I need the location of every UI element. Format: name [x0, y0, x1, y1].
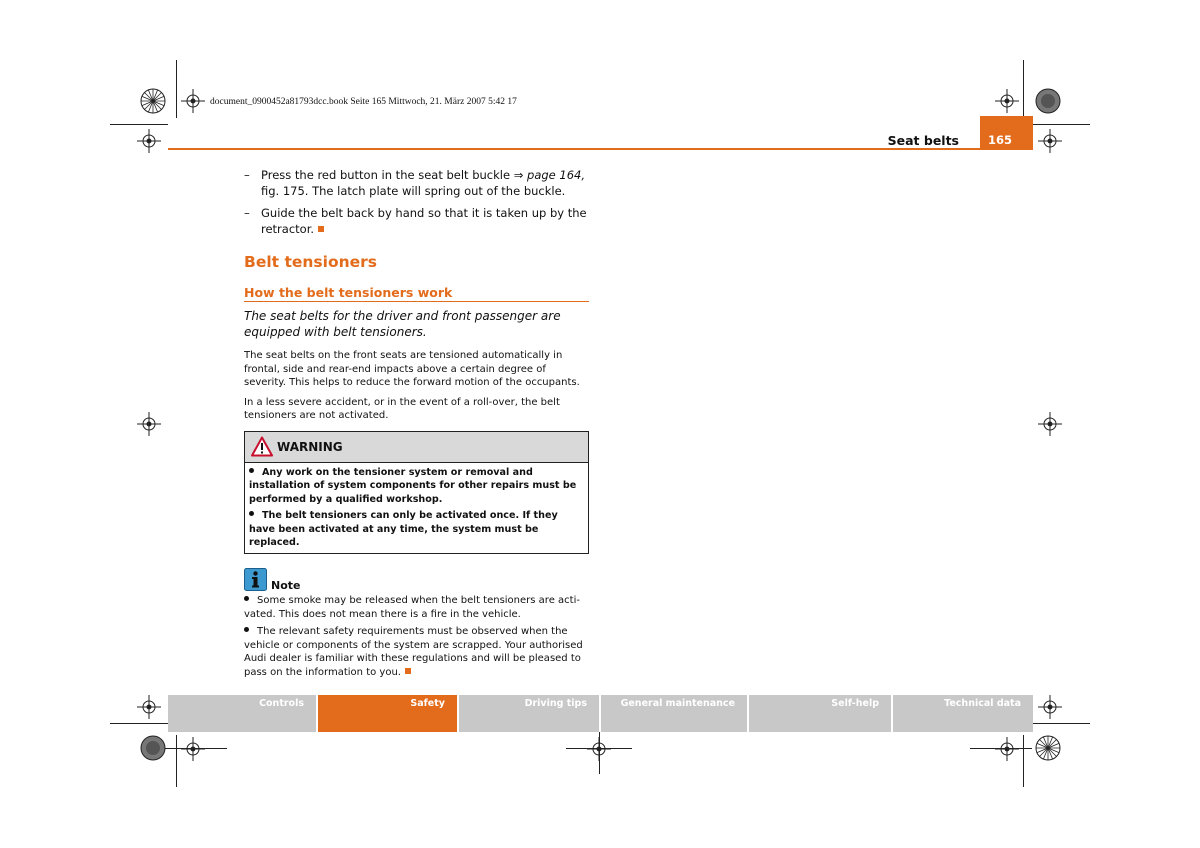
- note-body: [244, 594, 589, 680]
- tab-technical-data[interactable]: Technical data: [893, 695, 1033, 732]
- starburst-mark-bottom-right: [1035, 735, 1061, 761]
- warning-header: [245, 432, 588, 463]
- bullet-icon: [249, 468, 254, 473]
- step-text: Guide the belt back by hand so that it is taken up by the retractor.: [261, 206, 587, 236]
- warning-item-text: The belt tensioners can only be activated once. If they have been activated at any time, the system must be replaced.: [249, 510, 558, 549]
- dash-marker: –: [244, 206, 250, 220]
- print-header: document_0900452a81793dcc.book Seite 165 Mittwoch, 21. März 2007 5:42 17: [210, 97, 517, 107]
- gray-dot-mark-top-right: [1035, 88, 1061, 114]
- end-of-section-icon: [405, 668, 411, 674]
- tab-driving-tips[interactable]: Driving tips: [459, 695, 599, 732]
- registration-mark: [181, 737, 205, 761]
- body-paragraph: In a less severe accident, or in the event of a roll-over, the belt tensioners are not activated.: [244, 396, 560, 422]
- section-heading: Belt tensioners: [244, 253, 378, 271]
- warning-item-text: Any work on the tensioner system or removal and installation of system components for other repairs must be performed by a qualified workshop.: [249, 466, 577, 505]
- footer-nav: [168, 695, 1033, 732]
- info-icon: [244, 568, 267, 591]
- registration-mark: [995, 737, 1019, 761]
- section-title: Seat belts: [887, 133, 959, 148]
- subsection-heading: How the belt tensioners work: [244, 285, 589, 303]
- note-item-text: Some smoke may be released when the belt tensioners are acti-vated. This does not mean there is a fire in the vehicle.: [244, 594, 580, 620]
- note-title: Note: [271, 578, 301, 592]
- step-text: fig. 175. The latch plate will spring out of the buckle.: [261, 183, 566, 198]
- page-number: 165: [988, 133, 1013, 147]
- note-item-text: The relevant safety requirements must be observed when the vehicle or components of the system are scrapped. Your authorised Audi dealer is familiar with these regulations and will be pleased to pass on the information to you.: [244, 626, 583, 678]
- note-item: [244, 625, 589, 679]
- dash-marker: –: [244, 168, 250, 182]
- gray-dot-mark-bottom-left: [140, 735, 166, 761]
- registration-mark: [1038, 695, 1062, 719]
- tab-general-maintenance[interactable]: General maintenance: [601, 695, 747, 732]
- warning-box: [244, 431, 589, 554]
- warning-body: [245, 463, 588, 553]
- note-header: [244, 568, 589, 594]
- warning-item: [249, 509, 584, 550]
- end-of-section-icon: [318, 226, 324, 232]
- body-paragraph: The seat belts on the front seats are tensioned automatically in frontal, side and rear-end impacts above a certain degree of severity. This helps to reduce the forward motion of the occupants.: [244, 350, 580, 389]
- registration-mark: [137, 412, 161, 436]
- bullet-icon: [244, 596, 249, 601]
- tab-controls[interactable]: Controls: [168, 695, 316, 732]
- bullet-icon: [244, 627, 249, 632]
- starburst-mark-top-left: [140, 88, 166, 114]
- bullet-icon: [249, 511, 254, 516]
- tab-safety[interactable]: Safety: [318, 695, 457, 732]
- registration-mark: [137, 129, 161, 153]
- header-rule: [168, 148, 1033, 150]
- registration-mark: [181, 89, 205, 113]
- note-item: [244, 594, 589, 621]
- note-block: [244, 568, 589, 680]
- registration-mark: [1038, 412, 1062, 436]
- tab-self-help[interactable]: Self-help: [749, 695, 891, 732]
- step-item: [244, 206, 589, 237]
- warning-item: [249, 466, 584, 507]
- registration-mark: [1038, 129, 1062, 153]
- content-column: [244, 168, 589, 684]
- step-text: Press the red button in the seat belt buckle ⇒: [261, 168, 528, 182]
- warning-triangle-icon: [251, 436, 273, 457]
- registration-mark: [137, 695, 161, 719]
- warning-title: WARNING: [277, 439, 343, 454]
- intro-text: The seat belts for the driver and front passenger are equipped with belt tensioners.: [244, 309, 561, 339]
- registration-mark: [995, 89, 1019, 113]
- page-reference-link[interactable]: page 164,: [527, 168, 585, 182]
- step-item: [244, 168, 589, 199]
